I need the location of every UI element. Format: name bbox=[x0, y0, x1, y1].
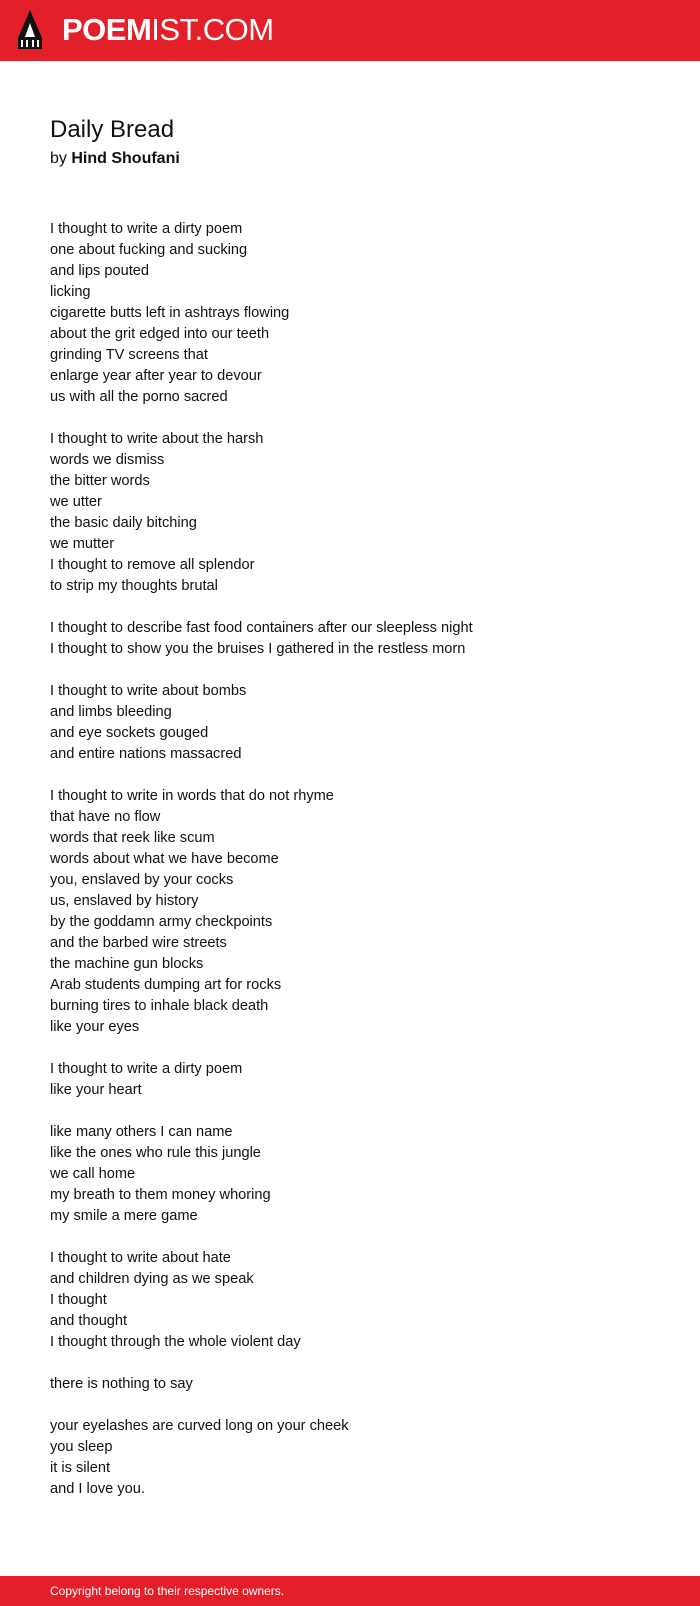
by-label: by bbox=[50, 150, 67, 167]
poem-line: enlarge year after year to devour bbox=[50, 368, 262, 384]
poem-line: and lips pouted bbox=[50, 263, 149, 279]
poem-line: like many others I can name bbox=[50, 1124, 233, 1140]
poem-line: I thought bbox=[50, 1292, 107, 1308]
poem-line: to strip my thoughts brutal bbox=[50, 578, 218, 594]
logo-bold-text: POEM bbox=[62, 12, 152, 47]
poem-line: you sleep bbox=[50, 1439, 113, 1455]
poem-line: I thought to write in words that do not rhyme bbox=[50, 788, 334, 804]
poem-line: cigarette butts left in ashtrays flowing bbox=[50, 305, 290, 321]
poem-line: the machine gun blocks bbox=[50, 956, 204, 972]
poem-line: and limbs bleeding bbox=[50, 704, 172, 720]
stanza bbox=[50, 1416, 670, 1500]
poem-line: the bitter words bbox=[50, 473, 150, 489]
poem-line: I thought to describe fast food containers after our sleepless night bbox=[50, 620, 473, 636]
stanza bbox=[50, 429, 670, 597]
poem-line: and the barbed wire streets bbox=[50, 935, 227, 951]
poem-line: I thought to remove all splendor bbox=[50, 557, 255, 573]
site-logo[interactable] bbox=[62, 12, 274, 48]
poem-line: words about what we have become bbox=[50, 851, 279, 867]
stanza bbox=[50, 1059, 670, 1101]
poem-line: my breath to them money whoring bbox=[50, 1187, 271, 1203]
poem-line: and I love you. bbox=[50, 1481, 145, 1497]
author-name[interactable]: Hind Shoufani bbox=[71, 150, 180, 167]
pencil-icon[interactable] bbox=[18, 10, 42, 51]
site-footer bbox=[0, 1576, 700, 1606]
poem-line: and entire nations massacred bbox=[50, 746, 242, 762]
poem-line: I thought to write a dirty poem bbox=[50, 1061, 243, 1077]
poem-line: burning tires to inhale black death bbox=[50, 998, 269, 1014]
poem-line: that have no flow bbox=[50, 809, 161, 825]
poem-line: us with all the porno sacred bbox=[50, 389, 228, 405]
poem-line: by the goddamn army checkpoints bbox=[50, 914, 273, 930]
logo-light-text: IST.COM bbox=[151, 12, 274, 47]
poem-line: I thought through the whole violent day bbox=[50, 1334, 301, 1350]
poem-line: my smile a mere game bbox=[50, 1208, 198, 1224]
poem-line: Arab students dumping art for rocks bbox=[50, 977, 282, 993]
byline bbox=[50, 148, 180, 170]
poem-line: the basic daily bitching bbox=[50, 515, 197, 531]
poem-line: it is silent bbox=[50, 1460, 111, 1476]
poem-line: like your heart bbox=[50, 1082, 142, 1098]
poem-line: grinding TV screens that bbox=[50, 347, 208, 363]
poem-line: we utter bbox=[50, 494, 102, 510]
poem-line: words that reek like scum bbox=[50, 830, 215, 846]
poem-line: us, enslaved by history bbox=[50, 893, 199, 909]
poem-line: I thought to write about the harsh bbox=[50, 431, 264, 447]
poem-line: and thought bbox=[50, 1313, 128, 1329]
poem-line: licking bbox=[50, 284, 91, 300]
poem-line: I thought to write a dirty poem bbox=[50, 221, 243, 237]
stanza bbox=[50, 681, 670, 765]
poem-line: like your eyes bbox=[50, 1019, 140, 1035]
stanza bbox=[50, 219, 670, 408]
poem-line: there is nothing to say bbox=[50, 1376, 193, 1392]
poem-line: we call home bbox=[50, 1166, 136, 1182]
poem-line: I thought to write about hate bbox=[50, 1250, 231, 1266]
poem-title: Daily Bread bbox=[50, 116, 175, 143]
poem-line: you, enslaved by your cocks bbox=[50, 872, 234, 888]
stanza bbox=[50, 1374, 670, 1395]
stanza bbox=[50, 786, 670, 1038]
poem-line: we mutter bbox=[50, 536, 115, 552]
poem-line: I thought to show you the bruises I gathered in the restless morn bbox=[50, 641, 466, 657]
poem-line: like the ones who rule this jungle bbox=[50, 1145, 261, 1161]
poem-line: I thought to write about bombs bbox=[50, 683, 247, 699]
poem-line: words we dismiss bbox=[50, 452, 165, 468]
poem-line: one about fucking and sucking bbox=[50, 242, 248, 258]
poem-line: and children dying as we speak bbox=[50, 1271, 254, 1287]
poem-line: your eyelashes are curved long on your cheek bbox=[50, 1418, 349, 1434]
stanza bbox=[50, 1122, 670, 1227]
copyright-text: Copyright belong to their respective owners. bbox=[50, 1584, 285, 1598]
poem-body bbox=[50, 219, 670, 1521]
stanza bbox=[50, 1248, 670, 1353]
site-header bbox=[0, 0, 700, 61]
poem-line: about the grit edged into our teeth bbox=[50, 326, 270, 342]
stanza bbox=[50, 618, 670, 660]
poem-line: and eye sockets gouged bbox=[50, 725, 209, 741]
